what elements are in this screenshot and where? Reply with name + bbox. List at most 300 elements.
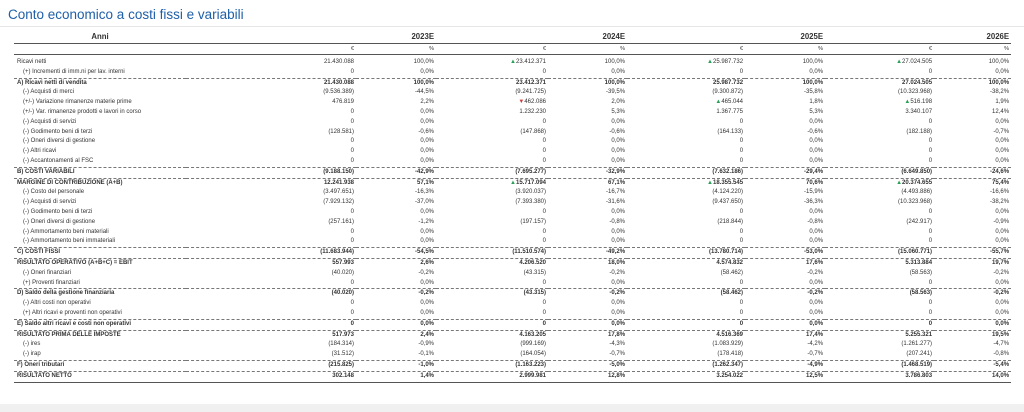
- percent-cell: 0,0%: [420, 238, 435, 245]
- percent-cell: 19,7%: [934, 258, 1011, 268]
- value-cell: [186, 68, 356, 78]
- percent-cell: -0,7%: [807, 351, 824, 358]
- value-cell: [186, 228, 356, 238]
- value-cell: [186, 340, 356, 350]
- value-cell: [186, 147, 356, 157]
- value-cell: [436, 208, 548, 218]
- value-text: 0: [542, 228, 547, 235]
- percent-cell: 0,0%: [809, 208, 824, 215]
- table-row: [14, 157, 1011, 167]
- percent-cell: 100,0%: [745, 78, 825, 88]
- value-cell: [627, 371, 745, 382]
- percent-cell: -38,2%: [990, 89, 1010, 96]
- trend-up-icon: ▲: [896, 179, 903, 186]
- table-row: [14, 360, 1011, 371]
- percent-cell: -31,6%: [606, 199, 626, 206]
- trend-down-icon: ▼: [518, 99, 525, 106]
- percent-cell: 0,0%: [995, 68, 1010, 75]
- value-cell: [436, 319, 548, 330]
- percent-cell: 0,0%: [420, 300, 435, 307]
- percent-cell: 2,2%: [420, 99, 435, 106]
- value-cell: [627, 319, 745, 330]
- value-text: 21.430.088: [323, 59, 354, 65]
- value-text: (58.462): [720, 269, 744, 276]
- percent-cell: -38,2%: [990, 199, 1010, 206]
- value-cell: [186, 289, 356, 299]
- trend-up-icon: ▲: [715, 99, 722, 106]
- percent-cell: -0,2%: [356, 289, 436, 299]
- row-label: (-) ires: [23, 341, 41, 348]
- value-text: 4.516.369: [716, 331, 744, 338]
- value-text: 462.086: [524, 99, 547, 106]
- value-cell: [627, 218, 745, 228]
- value-text: 0: [739, 138, 744, 145]
- value-cell: [186, 279, 356, 289]
- percent-cell: 5,3%: [611, 108, 626, 115]
- percent-cell: 0,0%: [356, 319, 436, 330]
- percent-cell: -0,2%: [745, 289, 825, 299]
- percent-cell: 0,0%: [420, 68, 435, 75]
- value-text: 12.241.938: [323, 179, 354, 186]
- value-text: 0: [350, 309, 354, 316]
- value-cell: [186, 188, 356, 198]
- value-cell: [186, 88, 356, 98]
- value-cell: [627, 340, 745, 350]
- title-divider: [0, 26, 1024, 27]
- table-row: [14, 289, 1011, 299]
- value-cell: [825, 188, 934, 198]
- value-cell: [825, 118, 934, 128]
- table-row: [14, 68, 1011, 78]
- value-text: (999.169): [520, 341, 547, 348]
- value-text: (7.695.277): [515, 168, 547, 175]
- value-cell: [186, 319, 356, 330]
- value-text: (6.649.850): [901, 168, 933, 175]
- value-text: 516.198: [910, 99, 933, 106]
- value-text: 0: [542, 309, 547, 316]
- value-text: 0: [739, 238, 744, 245]
- row-label: (-) Ammortamento beni materiali: [23, 228, 109, 235]
- value-cell: [825, 350, 934, 360]
- percent-cell: 0,0%: [809, 68, 824, 75]
- value-text: (58.462): [720, 290, 744, 297]
- value-cell: [825, 198, 934, 208]
- value-text: 2.999.981: [519, 372, 547, 379]
- value-text: 0: [928, 309, 933, 316]
- value-text: 0: [542, 320, 547, 327]
- trend-up-icon: ▲: [896, 59, 903, 65]
- value-text: (40.020): [331, 269, 354, 276]
- units-header-row: [14, 44, 1011, 55]
- value-cell: [436, 371, 548, 382]
- value-text: 23.412.371: [515, 59, 547, 65]
- row-label: (-) Accantonamenti al FSC: [23, 157, 94, 164]
- value-text: 0: [739, 208, 744, 215]
- percent-cell: -16,7%: [606, 189, 626, 196]
- value-text: 4.574.832: [716, 259, 744, 266]
- value-text: 25.987.732: [713, 79, 744, 86]
- percent-cell: -0,6%: [418, 128, 435, 135]
- value-text: 3.254.022: [716, 372, 744, 379]
- value-cell: [436, 108, 548, 118]
- value-cell: [186, 218, 356, 228]
- percent-cell: 0,0%: [745, 319, 825, 330]
- value-text: 1.367.775: [716, 108, 744, 115]
- percent-cell: 0,0%: [420, 228, 435, 235]
- value-text: (197.157): [520, 218, 547, 225]
- value-cell: [436, 88, 548, 98]
- row-label: (-) Oneri diversi di gestione: [23, 138, 96, 145]
- value-cell: [436, 289, 548, 299]
- percent-cell: 1,8%: [809, 99, 824, 106]
- value-text: 0: [928, 238, 933, 245]
- percent-cell: -0,6%: [609, 128, 626, 135]
- value-text: 3.340.107: [905, 108, 933, 115]
- table-row: [14, 228, 1011, 238]
- value-text: (218.844): [717, 218, 744, 225]
- percent-cell: 0,0%: [809, 300, 824, 307]
- value-cell: [825, 58, 934, 68]
- value-cell: [436, 68, 548, 78]
- value-cell: [825, 68, 934, 78]
- percent-cell: 0,0%: [809, 238, 824, 245]
- value-cell: [436, 137, 548, 147]
- value-text: (43.315): [523, 269, 547, 276]
- percent-cell: -0,8%: [807, 218, 824, 225]
- percent-cell: -44,5%: [415, 89, 435, 96]
- table-row: [14, 208, 1011, 218]
- value-cell: [627, 258, 745, 268]
- value-text: 0: [350, 279, 354, 286]
- percent-cell: -0,9%: [418, 341, 435, 348]
- value-cell: [825, 340, 934, 350]
- table-row: [14, 248, 1011, 259]
- row-label: (+) Incrementi di imm.ni per lav. interni: [23, 68, 125, 75]
- percent-cell: 0,0%: [420, 148, 435, 155]
- value-text: 0: [739, 148, 744, 155]
- row-label: (+/-) Var. rimanenze prodotti e lavori in corso: [23, 108, 142, 115]
- value-text: 3.786.803: [905, 372, 933, 379]
- table-row: [14, 279, 1011, 289]
- percent-cell: 12,8%: [548, 371, 627, 382]
- percent-cell: 100,0%: [988, 59, 1010, 65]
- row-label: (-) Altri ricavi: [23, 148, 57, 155]
- value-text: (164.133): [717, 128, 744, 135]
- value-text: (182.188): [906, 128, 933, 135]
- value-cell: [436, 279, 548, 289]
- value-cell: [436, 188, 548, 198]
- trend-up-icon: ▲: [707, 59, 713, 65]
- percent-cell: -49,2%: [548, 248, 627, 259]
- value-text: 0: [350, 238, 354, 245]
- value-cell: [627, 167, 745, 178]
- percent-cell: 100,0%: [413, 59, 435, 65]
- value-cell: [186, 309, 356, 319]
- value-text: (40.020): [331, 290, 354, 297]
- value-cell: [436, 258, 548, 268]
- value-cell: [627, 289, 745, 299]
- value-text: 5.255.321: [905, 331, 933, 338]
- percent-cell: 67,1%: [548, 178, 627, 188]
- value-text: 557.993: [332, 259, 354, 266]
- row-label: RISULTATO OPERATIVO (A+B+C) = EBIT: [14, 258, 186, 268]
- value-text: (7.632.186): [712, 168, 744, 175]
- table-row: [14, 128, 1011, 138]
- value-cell: [825, 279, 934, 289]
- percent-cell: 0,0%: [611, 279, 626, 286]
- year-header: 2025E: [800, 32, 824, 41]
- percent-cell: -0,8%: [609, 218, 626, 225]
- value-text: (164.054): [520, 351, 547, 358]
- value-text: 0: [928, 228, 933, 235]
- percent-cell: 2,0%: [611, 99, 626, 106]
- value-text: 21.430.088: [323, 79, 354, 86]
- years-label: Anni: [91, 32, 109, 41]
- row-label: (-) Acquisti di servizi: [23, 199, 77, 206]
- value-cell: [436, 147, 548, 157]
- table-row: [14, 167, 1011, 178]
- value-cell: [825, 248, 934, 259]
- value-cell: [627, 330, 745, 340]
- value-text: (11.510.574): [512, 249, 547, 256]
- value-text: (4.124.220): [712, 189, 744, 196]
- value-text: 20.374.655: [902, 179, 933, 186]
- value-text: (43.315): [523, 290, 547, 297]
- value-cell: [436, 309, 548, 319]
- percent-cell: -4,3%: [609, 341, 626, 348]
- year-header: 2023E: [411, 32, 435, 41]
- row-label: (-) Acquisti di merci: [23, 89, 75, 96]
- percent-cell: -16,3%: [415, 189, 435, 196]
- row-label: B) COSTI VARIABILI: [14, 167, 186, 178]
- value-cell: [825, 78, 934, 88]
- value-cell: [186, 118, 356, 128]
- value-cell: [186, 98, 356, 108]
- percent-cell: -0,2%: [609, 269, 626, 276]
- percent-cell: -35,8%: [804, 89, 824, 96]
- percent-cell: 0,0%: [611, 157, 626, 164]
- year-header: 2026E: [986, 32, 1010, 41]
- table-row: [14, 78, 1011, 88]
- row-label: (-) Godimento beni di terzi: [23, 128, 93, 135]
- percent-cell: -5,4%: [934, 360, 1011, 371]
- percent-cell: 0,0%: [420, 208, 435, 215]
- value-cell: [186, 198, 356, 208]
- percent-cell: 0,0%: [995, 208, 1010, 215]
- row-label: C) COSTI FISSI: [14, 248, 186, 259]
- value-cell: [627, 68, 745, 78]
- percent-cell: 0,0%: [420, 157, 435, 164]
- trend-up-icon: ▲: [707, 179, 713, 186]
- percent-cell: 100,0%: [356, 78, 436, 88]
- percent-cell: 14,0%: [934, 371, 1011, 382]
- value-text: (1.261.277): [901, 341, 933, 348]
- value-cell: [436, 178, 548, 188]
- percent-cell: -5,0%: [548, 360, 627, 371]
- income-statement-table: [14, 31, 1011, 383]
- value-cell: [627, 248, 745, 259]
- table-row: [14, 137, 1011, 147]
- value-text: (1.262.347): [712, 361, 744, 368]
- value-cell: [186, 157, 356, 167]
- percent-cell: 0,0%: [995, 238, 1010, 245]
- value-text: 15.717.094: [515, 179, 547, 186]
- value-text: (3.497.651): [323, 189, 354, 196]
- percent-cell: 2,6%: [356, 258, 436, 268]
- value-text: 476.819: [332, 99, 354, 106]
- value-text: 0: [542, 279, 547, 286]
- value-text: 0: [542, 68, 547, 75]
- row-label: (-) irap: [23, 351, 41, 358]
- value-cell: [436, 360, 548, 371]
- value-cell: [627, 178, 745, 188]
- value-text: (178.418): [717, 351, 744, 358]
- value-cell: [436, 167, 548, 178]
- value-text: 465.044: [721, 99, 744, 106]
- percent-cell: -0,6%: [807, 128, 824, 135]
- value-text: 0: [542, 138, 547, 145]
- value-text: 0: [350, 208, 354, 215]
- row-label: A) Ricavi netti di vendita: [14, 78, 186, 88]
- percent-cell: -0,2%: [934, 289, 1011, 299]
- value-text: 0: [928, 138, 933, 145]
- value-text: (31.512): [331, 351, 354, 358]
- percent-cell: 0,0%: [611, 148, 626, 155]
- row-label: (-) Godimento beni di terzi: [23, 208, 93, 215]
- row-label: F) Oneri tributari: [14, 360, 186, 371]
- trend-up-icon: ▲: [904, 99, 911, 106]
- percent-cell: -0,7%: [993, 128, 1010, 135]
- value-text: (58.563): [909, 290, 933, 297]
- value-text: 0: [350, 118, 354, 125]
- value-cell: [436, 350, 548, 360]
- row-label: RISULTATO NETTO: [14, 371, 186, 382]
- value-cell: [436, 237, 548, 247]
- units-spacer: [14, 44, 186, 55]
- value-text: 27.024.505: [902, 59, 933, 65]
- row-label: (+) Proventi finanziari: [23, 279, 80, 286]
- value-text: 0: [350, 228, 354, 235]
- value-text: (9.536.389): [323, 89, 354, 96]
- value-cell: [825, 208, 934, 218]
- percent-cell: 0,0%: [934, 319, 1011, 330]
- value-text: (15.060.771): [898, 249, 933, 256]
- percent-cell: 12,4%: [992, 108, 1010, 115]
- value-text: 25.987.732: [713, 59, 744, 65]
- percent-cell: -42,9%: [356, 167, 436, 178]
- value-text: (1.083.929): [712, 341, 744, 348]
- percent-cell: 0,0%: [995, 228, 1010, 235]
- trend-up-icon: ▲: [510, 59, 516, 65]
- percent-cell: -0,8%: [993, 351, 1010, 358]
- value-cell: [186, 330, 356, 340]
- table-row: [14, 330, 1011, 340]
- value-text: (9.300.872): [712, 89, 744, 96]
- value-cell: [186, 167, 356, 178]
- value-cell: [825, 178, 934, 188]
- percent-cell: 75,4%: [934, 178, 1011, 188]
- table-row: [14, 340, 1011, 350]
- value-text: (215.825): [328, 361, 354, 368]
- row-label: (-) Ammortamento beni immateriali: [23, 238, 116, 245]
- value-text: 302.148: [332, 372, 354, 379]
- percent-cell: 0,0%: [995, 138, 1010, 145]
- value-text: 0: [542, 148, 547, 155]
- row-label: RISULTATO PRIMA DELLE IMPOSTE: [14, 330, 186, 340]
- value-text: (1.163.223): [515, 361, 547, 368]
- value-cell: [627, 118, 745, 128]
- table-row: [14, 309, 1011, 319]
- percent-cell: 0,0%: [995, 279, 1010, 286]
- value-cell: [825, 330, 934, 340]
- value-cell: [186, 299, 356, 309]
- value-cell: [627, 188, 745, 198]
- page-title: Conto economico a costi fissi e variabili: [8, 7, 244, 22]
- value-cell: [825, 299, 934, 309]
- value-cell: [186, 58, 356, 68]
- unit-value-label: €: [825, 44, 934, 55]
- value-cell: [825, 108, 934, 118]
- value-text: (184.314): [328, 341, 354, 348]
- value-text: 0: [928, 208, 933, 215]
- value-cell: [186, 78, 356, 88]
- value-cell: [186, 137, 356, 147]
- value-cell: [436, 58, 548, 68]
- row-label: MARGINE DI CONTRIBUZIONE (A+B): [14, 178, 186, 188]
- percent-cell: 0,0%: [420, 279, 435, 286]
- row-label: (-) Altri costi non operativi: [23, 300, 91, 307]
- value-text: (128.581): [328, 128, 354, 135]
- table-row: [14, 258, 1011, 268]
- percent-cell: 0,0%: [995, 309, 1010, 316]
- value-cell: [186, 108, 356, 118]
- percent-cell: 0,0%: [809, 157, 824, 164]
- value-text: 0: [739, 300, 744, 307]
- value-cell: [627, 137, 745, 147]
- percent-cell: -0,2%: [418, 269, 435, 276]
- table-row: [14, 188, 1011, 198]
- value-cell: [825, 167, 934, 178]
- value-text: 0: [350, 148, 354, 155]
- value-text: (10.323.968): [898, 199, 933, 206]
- percent-cell: 12,5%: [745, 371, 825, 382]
- row-label: (-) Oneri finanziari: [23, 269, 72, 276]
- percent-cell: 57,1%: [356, 178, 436, 188]
- value-cell: [186, 237, 356, 247]
- value-cell: [436, 157, 548, 167]
- value-cell: [825, 269, 934, 279]
- table-body: [14, 58, 1011, 382]
- value-cell: [627, 98, 745, 108]
- value-text: 0: [928, 279, 933, 286]
- value-cell: [436, 228, 548, 238]
- value-cell: [825, 137, 934, 147]
- percent-cell: 0,0%: [995, 148, 1010, 155]
- percent-cell: -15,9%: [804, 189, 824, 196]
- value-text: 5.313.884: [905, 259, 933, 266]
- value-cell: [825, 157, 934, 167]
- row-label: (-) Costo del personale: [23, 189, 85, 196]
- percent-cell: 5,3%: [809, 108, 824, 115]
- value-text: (11.683.944): [320, 249, 354, 256]
- unit-pct-label: %: [934, 44, 1011, 55]
- value-text: 0: [350, 157, 354, 164]
- trend-up-icon: ▲: [510, 179, 516, 186]
- value-cell: [825, 319, 934, 330]
- value-text: (10.323.968): [898, 89, 933, 96]
- value-text: 0: [350, 108, 354, 115]
- unit-value-label: €: [436, 44, 548, 55]
